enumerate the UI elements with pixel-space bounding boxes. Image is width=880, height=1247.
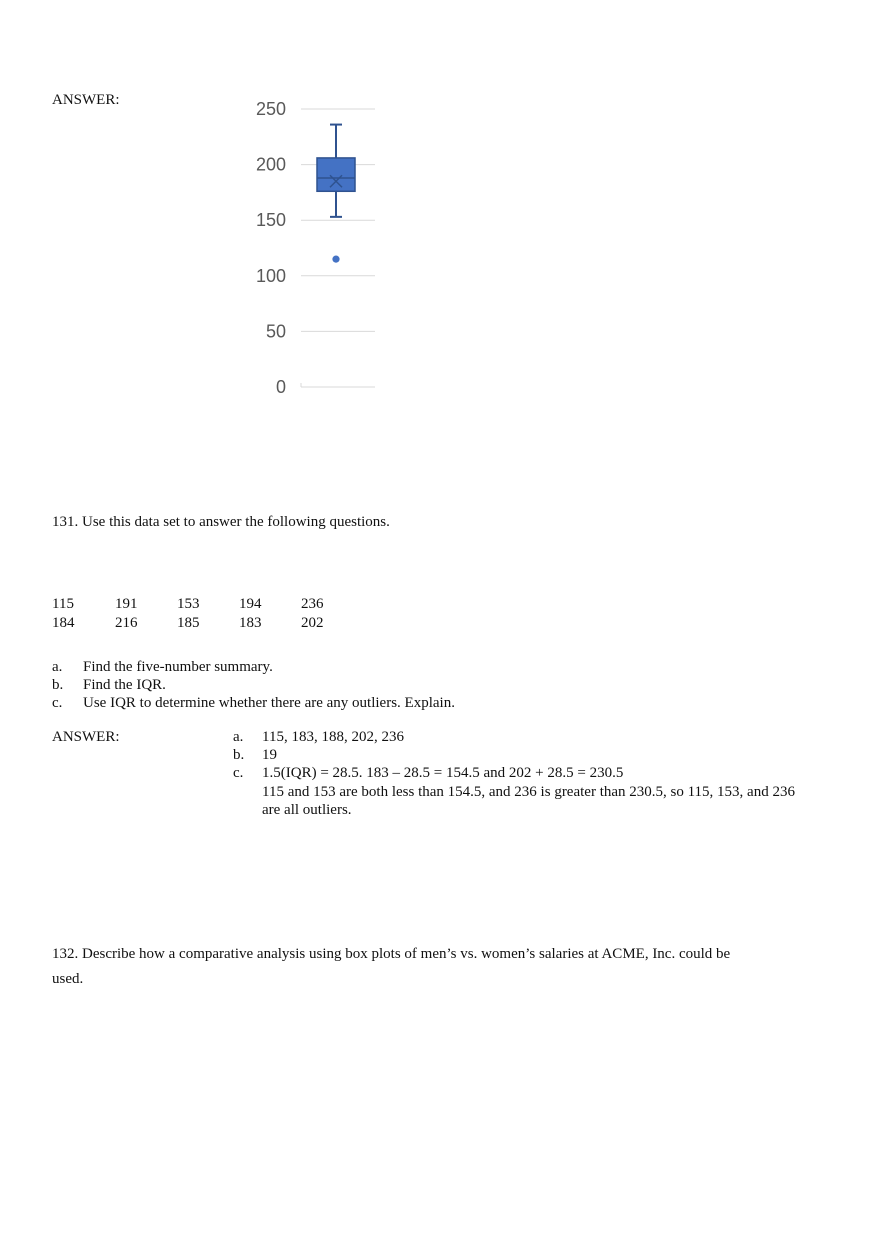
- data-cell: 194: [239, 596, 262, 612]
- outlier-point: [332, 256, 339, 263]
- box-plot-marks: [317, 125, 355, 263]
- part-text: Find the five-number summary.: [83, 659, 273, 675]
- part-text: Find the IQR.: [83, 677, 166, 693]
- y-axis-tick-labels: [256, 99, 286, 397]
- answer-line: 115, 183, 188, 202, 236: [262, 729, 404, 745]
- answer-marker: a.: [233, 729, 244, 745]
- part-marker: b.: [52, 677, 64, 693]
- chart-gridlines: [301, 109, 375, 387]
- data-cell: 185: [177, 615, 200, 631]
- question-131-prompt: 131. Use this data set to answer the following questions.: [52, 514, 390, 530]
- y-tick-label: 150: [255, 210, 286, 231]
- data-cell: 115: [52, 596, 74, 612]
- y-tick-label: 100: [255, 265, 286, 286]
- answer-line: 1.5(IQR) = 28.5. 183 – 28.5 = 154.5 and 202 + 28.5 = 230.5: [262, 765, 624, 781]
- question-132-line-1: 132. Describe how a comparative analysis using box plots of men’s vs. women’s salaries at ACME, Inc. could be: [52, 946, 731, 962]
- answer-label: ANSWER:: [52, 729, 120, 745]
- answer-line: are all outliers.: [262, 802, 352, 818]
- data-cell: 191: [115, 596, 138, 612]
- data-cell: 184: [52, 615, 75, 631]
- answer-line: 19: [262, 747, 277, 763]
- y-tick-label: 0: [275, 377, 286, 397]
- question-132-line-2: used.: [52, 971, 84, 987]
- data-cell: 153: [177, 596, 200, 612]
- data-cell: 183: [239, 615, 262, 631]
- part-marker: c.: [52, 695, 63, 711]
- data-cell: 216: [115, 615, 138, 631]
- y-tick-label: 200: [255, 154, 286, 175]
- interquartile-box: [317, 158, 355, 191]
- part-text: Use IQR to determine whether there are any outliers. Explain.: [83, 695, 455, 711]
- part-marker: a.: [52, 659, 63, 675]
- data-cell: 236: [301, 596, 324, 612]
- y-tick-label: 250: [255, 99, 286, 119]
- data-cell: 202: [301, 615, 324, 631]
- answer-marker: c.: [233, 765, 244, 781]
- y-tick-label: 50: [265, 321, 286, 342]
- answer-line: 115 and 153 are both less than 154.5, and 236 is greater than 230.5, so 115, 153, and 236: [262, 783, 795, 800]
- answer-marker: b.: [233, 747, 245, 763]
- answer-label: ANSWER:: [52, 92, 120, 108]
- box-plot-chart: [240, 90, 390, 400]
